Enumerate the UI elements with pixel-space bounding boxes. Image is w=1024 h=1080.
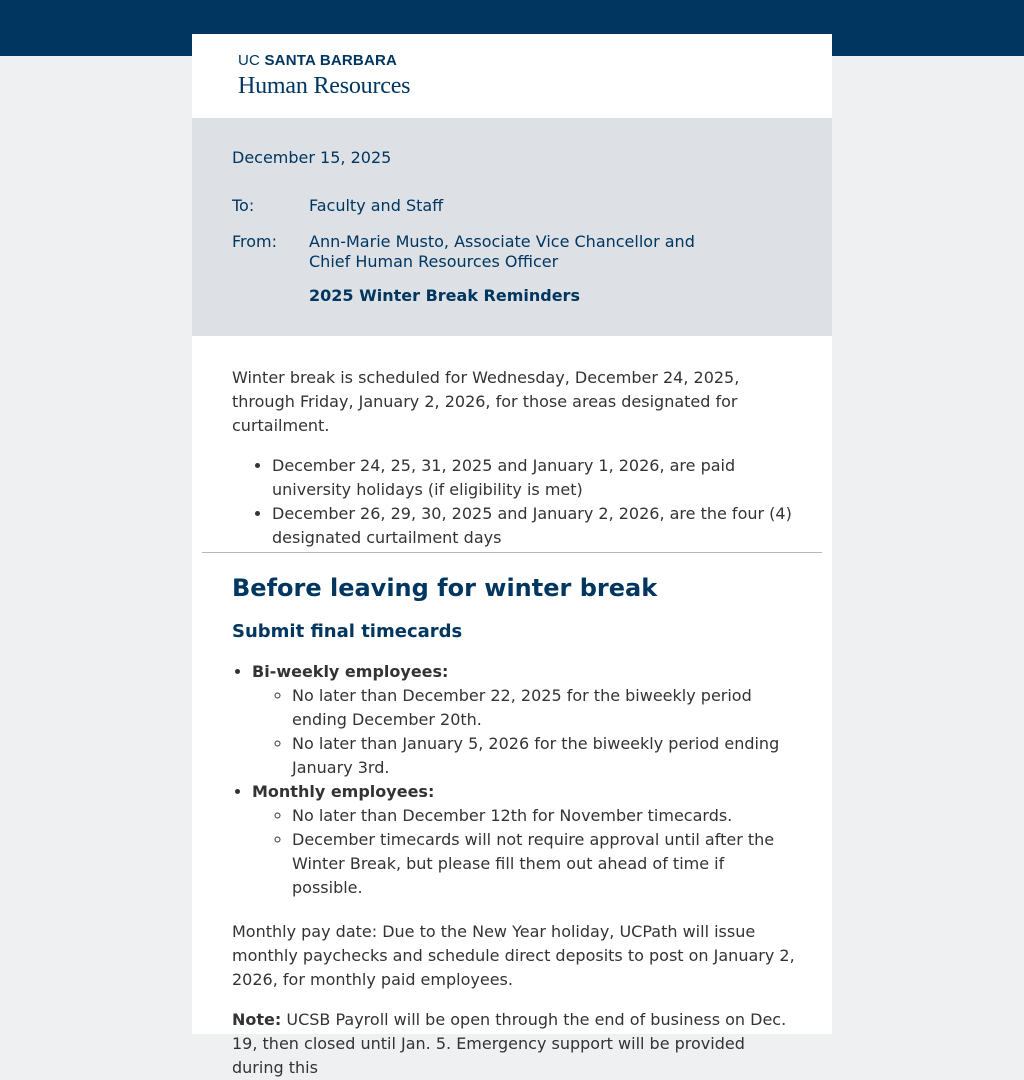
memo-to-row (232, 196, 792, 216)
ucsb-hr-logo (192, 34, 832, 118)
memo-to-label: To: (232, 196, 255, 215)
holiday-list-item: • December 26, 29, 30, 2025 and January 2, 2026, are the four (4) designated curtailment days (272, 502, 792, 550)
before-break-section (232, 570, 797, 1080)
deadline-item: ◦ No later than December 12th for November timecards. (292, 804, 797, 828)
memo-from-label: From: (232, 232, 278, 251)
pay-date-paragraph: Monthly pay date: Due to the New Year holiday, UCPath will issue monthly paychecks and schedule direct deposits to post on January 2, 2026, for monthly paid employees. (232, 922, 795, 989)
memo-from-row (232, 232, 792, 272)
memo-subject: 2025 Winter Break Reminders (309, 286, 580, 305)
memo-date: December 15, 2025 (232, 148, 392, 167)
email-card (192, 34, 832, 1077)
deadline-item: ◦ December timecards will not require approval until after the Winter Break, but please fill them out ahead of time if possible. (292, 828, 797, 900)
employee-group-monthly (252, 780, 797, 900)
holiday-list-item: • December 24, 25, 31, 2025 and January 1, 2026, are paid university holidays (if eligibility is met) (272, 454, 792, 502)
memo-from-value: Ann-Marie Musto, Associate Vice Chancellor and Chief Human Resources Officer (309, 232, 695, 271)
section-divider (202, 552, 822, 553)
deadline-list (252, 804, 797, 900)
deadline-list (252, 684, 797, 780)
deadline-item: ◦ No later than December 22, 2025 for the biweekly period ending December 20th. (292, 684, 797, 732)
logo-uc: UC (238, 52, 261, 69)
deadline-item: ◦ No later than January 5, 2026 for the biweekly period ending January 3rd. (292, 732, 797, 780)
note-paragraph (232, 1008, 797, 1080)
logo-campus-line (238, 52, 832, 70)
section-heading: Before leaving for winter break (232, 574, 658, 602)
memo-header (192, 118, 832, 336)
logo-campus: SANTA BARBARA (264, 52, 398, 69)
note-label: Note: (232, 1010, 282, 1029)
section-subheading: Submit final timecards (232, 621, 463, 642)
employee-group-label: Bi-weekly employees: (252, 662, 449, 681)
holiday-list (232, 454, 792, 550)
employee-type-list (232, 660, 797, 900)
logo-department: Human Resources (238, 73, 411, 99)
memo-to-value: Faculty and Staff (309, 196, 444, 215)
employee-group-biweekly (252, 660, 797, 780)
intro-paragraph: Winter break is scheduled for Wednesday, December 24, 2025, through Friday, January 2, 2026, for those areas designated for curtailment. (232, 368, 740, 435)
note-text: UCSB Payroll will be open through the end of business on Dec. 19, then closed until Jan. 5. Emergency support will be provided during this (232, 1010, 787, 1077)
intro-section (192, 336, 832, 550)
employee-group-label: Monthly employees: (252, 782, 435, 801)
